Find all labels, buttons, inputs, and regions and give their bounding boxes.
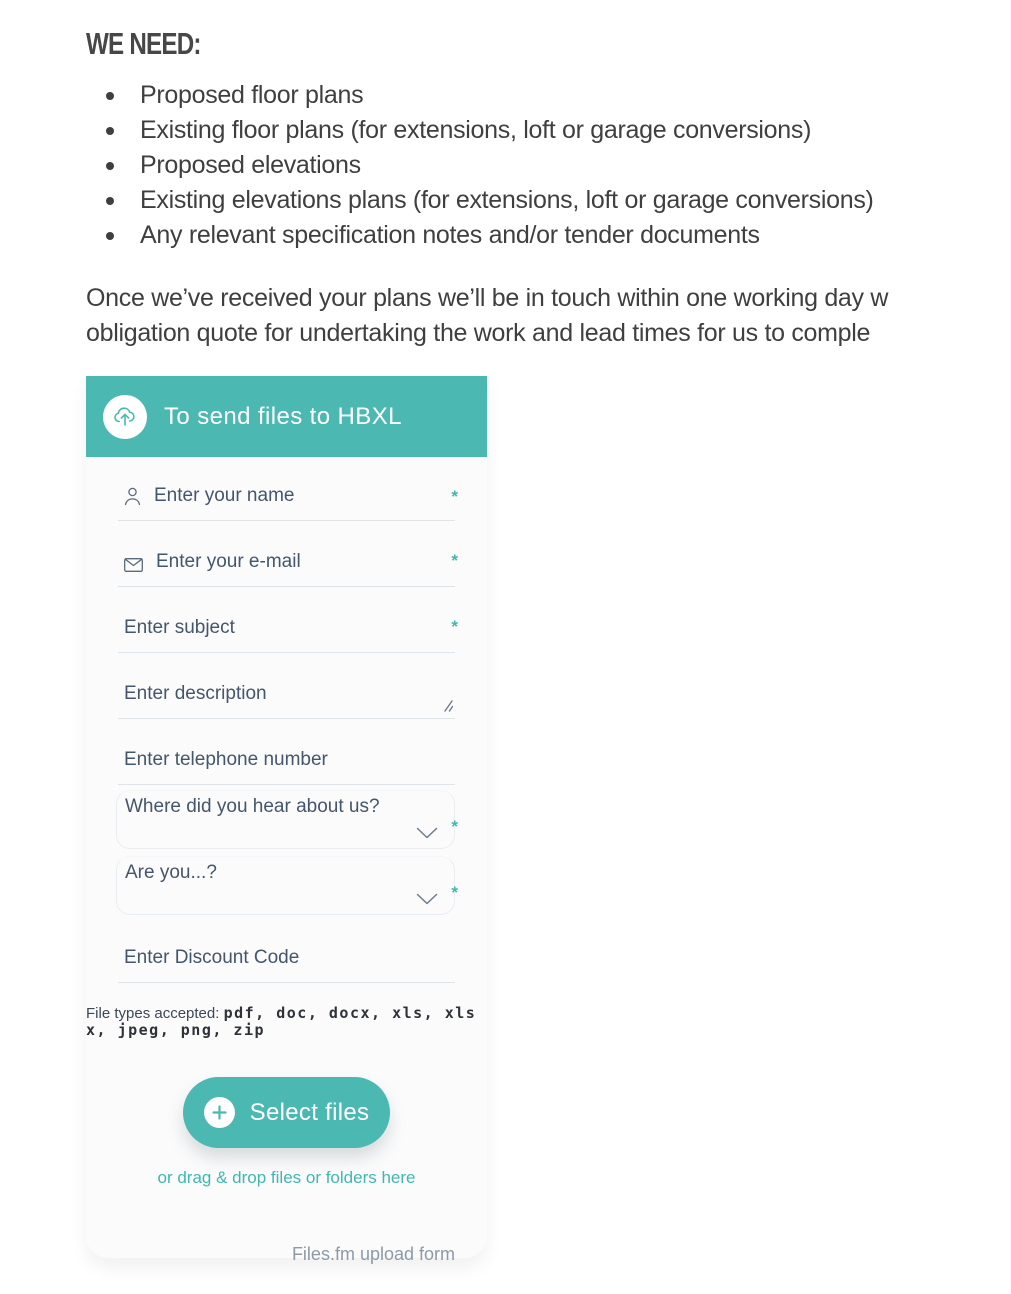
are-you-select[interactable] bbox=[116, 856, 455, 915]
telephone-field-row bbox=[118, 719, 455, 785]
list-item bbox=[86, 218, 1011, 253]
upload-form-header bbox=[86, 376, 487, 457]
upload-form-body bbox=[86, 457, 487, 1265]
chevron-down-icon bbox=[416, 827, 438, 839]
upload-form-title: To send files to HBXL bbox=[164, 402, 402, 430]
list-item-text: Proposed elevations bbox=[140, 151, 361, 179]
hear-about-us-select[interactable] bbox=[116, 790, 455, 849]
hear-about-us-row bbox=[118, 785, 458, 851]
description-field-row bbox=[118, 653, 455, 719]
list-item bbox=[86, 113, 1011, 148]
envelope-icon bbox=[124, 558, 143, 572]
intro-paragraph bbox=[86, 281, 1011, 351]
list-item bbox=[86, 78, 1011, 113]
drag-drop-zone[interactable]: or drag & drop files or folders here bbox=[157, 1168, 416, 1187]
list-item bbox=[86, 183, 1011, 218]
subject-field-row bbox=[118, 587, 458, 653]
select-files-label: Select files bbox=[249, 1098, 370, 1126]
required-marker: * bbox=[451, 883, 458, 902]
description-input[interactable] bbox=[118, 683, 455, 718]
are-you-row bbox=[118, 851, 458, 917]
select-placeholder: Are you...? bbox=[125, 862, 217, 883]
required-marker: * bbox=[451, 617, 458, 636]
select-files-button[interactable] bbox=[183, 1077, 390, 1148]
subject-input[interactable] bbox=[118, 617, 455, 652]
paragraph-line: Once we’ve received your plans we’ll be in touch within one working day w bbox=[86, 284, 889, 312]
bullet-dot-icon bbox=[106, 232, 114, 240]
plus-icon bbox=[204, 1097, 235, 1128]
list-item-text: Existing elevations plans (for extensions, loft or garage conversions) bbox=[140, 186, 874, 214]
name-input[interactable] bbox=[154, 485, 455, 520]
required-marker: * bbox=[451, 487, 458, 506]
bullet-dot-icon bbox=[106, 127, 114, 135]
file-types-label: File types accepted: bbox=[86, 1005, 224, 1022]
upload-form bbox=[86, 376, 487, 1264]
required-marker: * bbox=[451, 551, 458, 570]
cloud-upload-icon bbox=[103, 395, 147, 439]
email-field-row bbox=[118, 521, 458, 587]
chevron-down-icon bbox=[416, 893, 438, 905]
bullet-dot-icon bbox=[106, 197, 114, 205]
list-item-text: Proposed floor plans bbox=[140, 81, 364, 109]
file-types-note bbox=[86, 1005, 487, 1039]
intro-section bbox=[86, 0, 1011, 351]
list-item-text: Any relevant specification notes and/or tender documents bbox=[140, 221, 760, 249]
page-title: WE NEED: bbox=[86, 26, 201, 61]
discount-code-input[interactable] bbox=[118, 947, 455, 982]
discount-code-row bbox=[118, 917, 455, 983]
email-input[interactable] bbox=[156, 551, 455, 586]
name-field-row bbox=[118, 457, 458, 521]
files-fm-footer-link[interactable]: Files.fm upload form bbox=[291, 1244, 455, 1264]
list-item-text: Existing floor plans (for extensions, loft or garage conversions) bbox=[140, 116, 812, 144]
list-item bbox=[86, 148, 1011, 183]
resize-grip-icon[interactable] bbox=[439, 700, 453, 712]
select-placeholder: Where did you hear about us? bbox=[125, 796, 380, 817]
paragraph-line: obligation quote for undertaking the work and lead times for us to comple bbox=[86, 319, 871, 347]
requirements-list bbox=[86, 78, 1011, 253]
telephone-input[interactable] bbox=[118, 749, 455, 784]
bullet-dot-icon bbox=[106, 92, 114, 100]
person-icon bbox=[124, 487, 141, 506]
bullet-dot-icon bbox=[106, 162, 114, 170]
file-types-value: pdf, doc, docx, xls, xlsx, jpeg, png, zip bbox=[86, 1004, 477, 1039]
required-marker: * bbox=[451, 817, 458, 836]
